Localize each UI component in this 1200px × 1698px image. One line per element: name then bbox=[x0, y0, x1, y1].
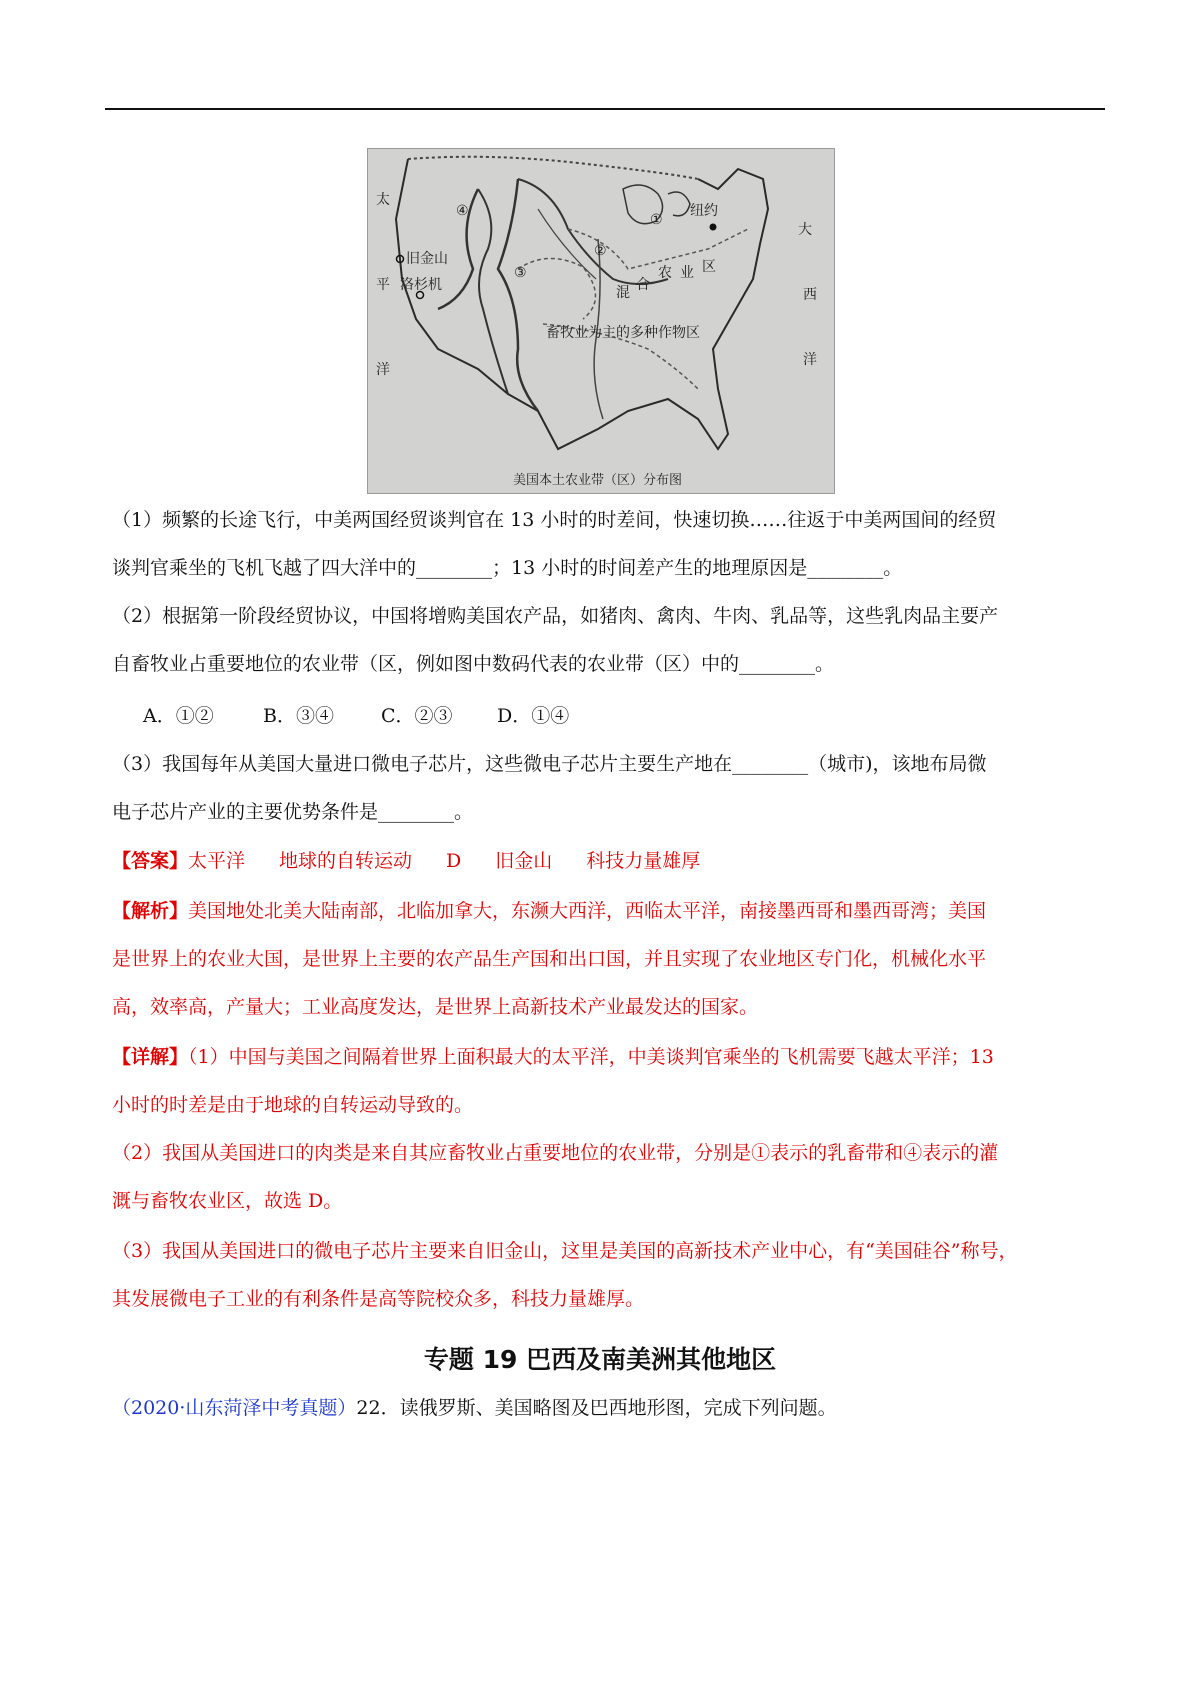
label-zone-4: ④ bbox=[456, 203, 469, 219]
q2-options bbox=[143, 700, 1128, 732]
question-source: （2020·山东菏泽中考真题） bbox=[112, 1397, 357, 1419]
detail-tag: 【详解】 bbox=[112, 1046, 189, 1068]
label-atlantic-2: 西 bbox=[803, 287, 817, 303]
q3-line1: （3）我国每年从美国大量进口微电子芯片，这些微电子芯片主要生产地在________（城市)，该地布局微 bbox=[112, 753, 987, 775]
great-lakes-east bbox=[668, 192, 690, 216]
label-atlantic-3: 洋 bbox=[803, 352, 817, 368]
northern-border bbox=[408, 157, 698, 179]
answer-line bbox=[112, 845, 1097, 877]
map-caption: 美国本土农业带（区）分布图 bbox=[513, 473, 683, 488]
detail-line5: （3）我国从美国进口的微电子芯片主要来自旧金山，这里是美国的高新技术产业中心，有“美国硅谷”称号， bbox=[112, 1240, 1018, 1262]
label-mixed-3: 农 bbox=[658, 265, 672, 281]
zone-boundary-2 bbox=[518, 179, 668, 284]
label-pacific-1: 太 bbox=[376, 192, 390, 208]
analysis-text-1: 美国地处北美大陆南部，北临加拿大，东濒大西洋，西临太平洋，南接墨西哥和墨西哥湾；美国 bbox=[188, 900, 987, 922]
label-mixed-1: 混 bbox=[616, 285, 630, 301]
option-c: C．②③ bbox=[381, 705, 453, 727]
zone-boundary-plains bbox=[498, 179, 538, 411]
label-atlantic-1: 大 bbox=[798, 222, 812, 238]
option-b: B．③④ bbox=[263, 705, 334, 727]
option-d: D．①④ bbox=[497, 705, 570, 727]
answer-5: 科技力量雄厚 bbox=[586, 850, 701, 872]
answer-4: 旧金山 bbox=[495, 850, 553, 872]
answer-tag: 【答案】 bbox=[112, 850, 189, 872]
label-new-york: 纽约 bbox=[690, 203, 718, 219]
label-los-angeles: 洛杉机 bbox=[400, 277, 442, 293]
q2-line1: （2）根据第一阶段经贸协议，中国将增购美国农产品，如猪肉、禽肉、牛肉、乳品等，这些乳肉品主要产 bbox=[112, 605, 999, 627]
label-livestock-zone: 畜牧业为主的多种作物区 bbox=[546, 325, 700, 341]
detail-line2: 小时的时差是由于地球的自转运动导致的。 bbox=[112, 1094, 474, 1116]
label-zone-3: ③ bbox=[514, 265, 527, 281]
question-text: 22．读俄罗斯、美国略图及巴西地形图，完成下列问题。 bbox=[356, 1397, 837, 1419]
label-pacific-2: 平 bbox=[376, 277, 390, 293]
analysis-line2: 是世界上的农业大国，是世界上主要的农产品生产国和出口国，并且实现了农业地区专门化，机械化水平 bbox=[112, 948, 987, 970]
analysis-tag: 【解析】 bbox=[112, 900, 189, 922]
q2-line2: 自畜牧业占重要地位的农业带（区，例如图中数码代表的农业带（区）中的________。 bbox=[112, 653, 835, 675]
label-mixed-4: 业 bbox=[680, 265, 694, 281]
label-pacific-3: 洋 bbox=[376, 362, 390, 378]
answer-2: 地球的自转运动 bbox=[279, 850, 413, 872]
option-a: A．①② bbox=[143, 705, 214, 727]
label-mixed-2: 合 bbox=[636, 277, 650, 293]
us-agriculture-map bbox=[367, 148, 835, 494]
map-drawing bbox=[368, 149, 834, 493]
q1-line2: 谈判官乘坐的飞机飞越了四大洋中的________；13 小时的时间差产生的地理原因是________。 bbox=[112, 557, 903, 579]
zone-boundary-4 bbox=[478, 189, 508, 394]
new-york-marker bbox=[710, 224, 717, 231]
missouri-river bbox=[538, 209, 596, 279]
answer-3: D bbox=[446, 850, 462, 872]
header-rule bbox=[105, 108, 1105, 110]
label-san-francisco: 旧金山 bbox=[406, 251, 448, 267]
label-zone-1: ① bbox=[650, 212, 663, 228]
next-question bbox=[112, 1392, 1097, 1424]
analysis-line1 bbox=[112, 895, 1097, 927]
detail-line3: （2）我国从美国进口的肉类是来自其应畜牧业占重要地位的农业带，分别是①表示的乳畜带和④表示的灌 bbox=[112, 1142, 999, 1164]
section-title: 专题 19 巴西及南美洲其他地区 bbox=[423, 1345, 777, 1374]
detail-line4: 溉与畜牧农业区，故选 D。 bbox=[112, 1190, 343, 1212]
q1-line1: （1）频繁的长途飞行，中美两国经贸谈判官在 13 小时的时差间，快速切换……往返于中美两国间的经贸 bbox=[112, 509, 997, 531]
analysis-line3: 高，效率高，产量大；工业高度发达，是世界上高新技术产业最发达的国家。 bbox=[112, 996, 759, 1018]
q3-line2: 电子芯片产业的主要优势条件是________。 bbox=[112, 801, 474, 823]
detail-line1 bbox=[112, 1041, 1097, 1073]
detail-text-1: （1）中国与美国之间隔着世界上面积最大的太平洋，中美谈判官乘坐的飞机需要飞越太平洋；13 bbox=[188, 1046, 994, 1068]
label-zone-2: ② bbox=[594, 243, 607, 259]
answer-1: 太平洋 bbox=[188, 850, 246, 872]
label-mixed-5: 区 bbox=[702, 259, 716, 275]
detail-line6: 其发展微电子工业的有利条件是高等院校众多，科技力量雄厚。 bbox=[112, 1288, 645, 1310]
